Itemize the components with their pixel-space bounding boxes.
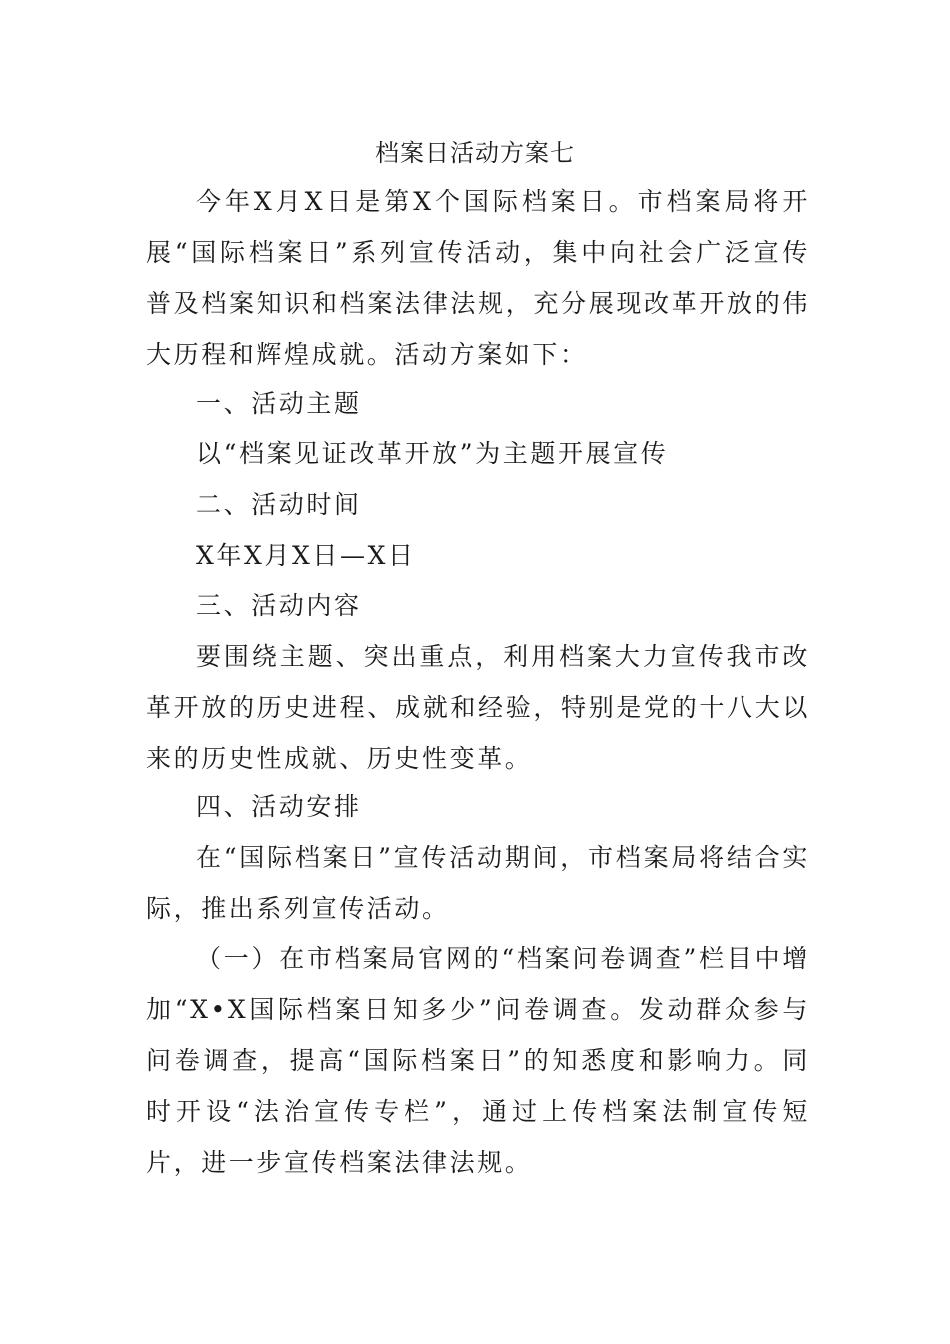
- intro-paragraph: 今年X月X日是第X个国际档案日。市档案局将开展“国际档案日”系列宣传活动，集中向社会广泛宣传普及档案知识和档案法律法规，充分展现改革开放的伟大历程和辉煌成就。活动方案如下：: [146, 187, 810, 369]
- section-text-time: X年X月X日—X日: [196, 541, 416, 570]
- section-heading-arrangement: 四、活动安排: [196, 792, 362, 821]
- section-heading-content: 三、活动内容: [196, 591, 362, 620]
- section-text-arrangement: 在“国际档案日”宣传活动期间，市档案局将结合实际，推出系列宣传活动。: [146, 843, 810, 923]
- section-heading-time: 二、活动时间: [196, 490, 362, 519]
- section-heading-theme: 一、活动主题: [196, 389, 362, 418]
- section-text-content: 要围绕主题、突出重点，利用档案大力宣传我市改革开放的历史进程、成就和经验，特别是党的十八大以来的历史性成就、历史性变革。: [146, 642, 810, 773]
- document-title: 档案日活动方案七: [375, 139, 575, 167]
- arrangement-item-1: （一）在市档案局官网的“档案问卷调查”栏目中增加“X•X国际档案日知多少”问卷调查。发动群众参与问卷调查，提高“国际档案日”的知悉度和影响力。同时开设“法治宣传专栏”，通过上传档案法制宣传短片，进一步宣传档案法律法规。: [146, 944, 810, 1177]
- section-text-theme: 以“档案见证改革开放”为主题开展宣传: [196, 439, 669, 468]
